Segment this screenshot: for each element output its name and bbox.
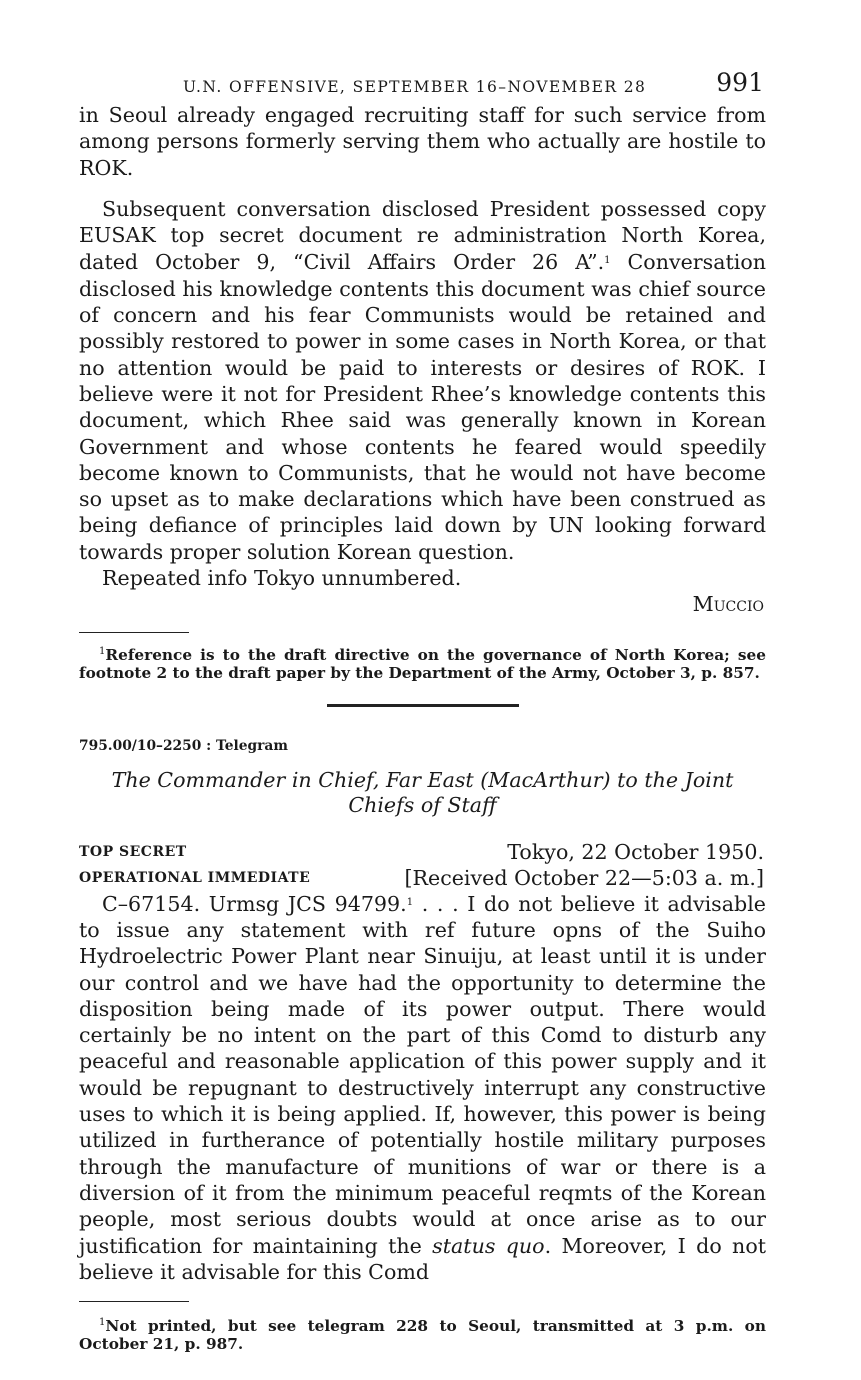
footnote-divider (79, 1301, 189, 1302)
footnote-divider (79, 632, 189, 633)
telegram-text: . . . I do not believe it advisable to issue any statement with ref future opns of the Suiho Hydroelectric Power Plant near Sinuiju, at least until it is under our control and we have had the opportunity to determine the disposition being made of its power output. There would certainly be no intent on the part of this Comd to disturb any peaceful and reasonable application of this power supply and it would be repugnant to destructively interrupt any constructive uses to which it is being applied. If, however, this power is being utilized in furtherance of potentially hostile military purposes through the manufacture of munitions of war or there is a diversion of it from the minimum peaceful reqmts of the Korean people, most serious doubts would at once arise as to our justification for maintaining the (79, 891, 766, 1258)
paragraph-text: Conversation disclosed his knowledge contents this document was chief source of concern and his fear Communists would be retained and possibly restored to power in some cases in North Korea, or that no attention would be paid to interests or desires of ROK. I believe were it not for President Rhee’s knowledge contents this document, which Rhee said was generally known in Korean Government and whose contents he feared would speedily become known to Communists, that he would not have become so upset as to make declarations which have been construed as being defiance of principles laid down by UN looking forward towards proper solution Korean question. (79, 250, 766, 564)
page-header (79, 66, 766, 102)
document-title: The Commander in Chief, Far East (MacArthur) to the Joint Chiefs of Staff (111, 767, 734, 817)
paragraph-text: Subsequent conversation disclosed President possessed copy EUSAK top secret document re administration North Korea, dated October 9, “Civil Affairs Order 26 A”. (79, 196, 766, 275)
paragraph-conversation (79, 196, 766, 565)
classification-row (79, 838, 766, 864)
footnote (79, 643, 766, 682)
document-separator (327, 704, 519, 707)
telegram-reference: C–67154. Urmsg JCS 94799. (102, 891, 407, 916)
telegram-text-end: . Moreover, I do not believe it advisable for this Comd (79, 1233, 766, 1284)
telegram-italic-term: status quo (432, 1233, 545, 1258)
classification-block (79, 838, 766, 890)
paragraph-continued: in Seoul already engaged recruiting staff for such service from among persons formerly serving them who actually are hostile to ROK. (79, 103, 766, 180)
file-number: 795.00/10–2250 : Telegram (79, 737, 288, 754)
received-time: [Received October 22—5:03 a. m.] (404, 865, 764, 890)
telegram-body (79, 890, 766, 1285)
footnote-text: Not printed, but see telegram 228 to Seoul, transmitted at 3 p.m. on October 21, p. 987. (79, 1317, 766, 1354)
footnote-marker: 1 (99, 645, 106, 657)
document-page (79, 66, 766, 1353)
telegram-paragraph (79, 890, 766, 1285)
page-number: 991 (716, 68, 764, 97)
place-date: Tokyo, 22 October 1950. (507, 839, 764, 864)
priority: OPERATIONAL IMMEDIATE (79, 869, 311, 886)
paragraph-repeated: Repeated info Tokyo unnumbered. (102, 566, 462, 591)
priority-row (79, 864, 766, 890)
signature: Muccio (692, 592, 764, 617)
footnote-marker: 1 (99, 1317, 106, 1329)
footnote-text: Reference is to the draft directive on the governance of North Korea; see footnote 2 to the draft paper by the Department of the Army, October 3, p. 857. (79, 645, 766, 682)
footnote (79, 1314, 766, 1353)
footnote-marker: 1 (406, 896, 414, 908)
running-title: U.N. OFFENSIVE, SEPTEMBER 16–NOVEMBER 28 (183, 78, 647, 96)
prior-document-body (79, 102, 766, 618)
footnote-marker: 1 (604, 255, 611, 267)
classification: TOP SECRET (79, 843, 187, 860)
